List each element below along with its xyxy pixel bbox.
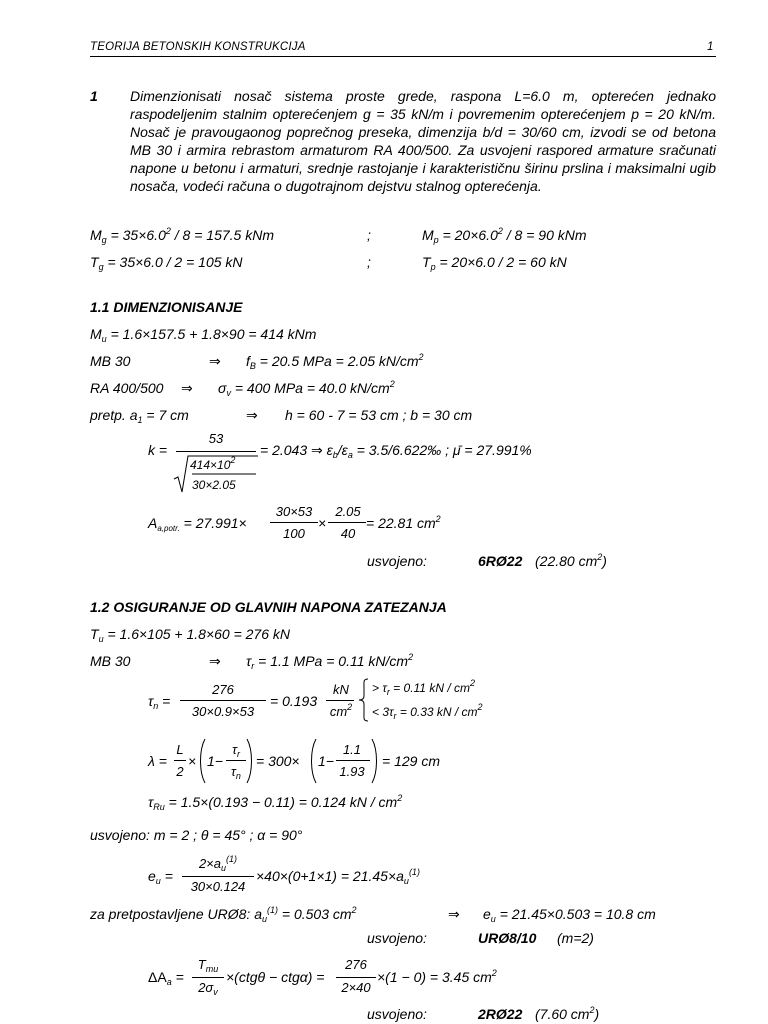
usvojeno-label: usvojeno:	[367, 553, 427, 569]
usvojeno-extra: (m=2)	[557, 930, 594, 946]
mb-label: MB 30	[90, 653, 131, 669]
aa-f2-denominator: 40	[340, 526, 356, 541]
right-paren	[245, 738, 255, 784]
aa-f2-numerator: 2.05	[335, 504, 361, 519]
separator: ;	[367, 254, 371, 270]
eu-lhs: $e_u$ =	[148, 868, 173, 886]
lambda-result: = 129 cm	[382, 753, 440, 769]
delta-aa-f1-num: $T_{mu}$	[197, 957, 219, 974]
ra-label: RA 400/500	[90, 380, 164, 396]
usvojeno-extra: (7.60 $cm^2$)	[535, 1005, 600, 1022]
right-paren	[370, 738, 380, 784]
mb-label: MB 30	[90, 353, 131, 369]
lambda-eq2: = 300×	[256, 753, 300, 769]
fraction-bar	[180, 700, 266, 701]
eu-denominator: 30×0.124	[190, 879, 246, 894]
curly-brace	[358, 678, 370, 722]
tau-n-case1: > $\tau_r = 0.11$ kN / $cm^2$	[372, 678, 475, 697]
tau-n-numerator: 276	[212, 682, 234, 697]
k-root-denominator: 30×2.05	[192, 478, 236, 492]
k-numerator: 53	[208, 431, 224, 446]
fraction-bar	[176, 451, 256, 452]
tp-equation: $T_p = 20\times 6.0 / 2 = 60$ kN	[422, 254, 567, 272]
fraction-bar	[192, 977, 224, 978]
tau-r-equation: $\tau_r = 1.1$ MPa = 0.11 $kN/cm^2$	[246, 652, 414, 671]
implies-arrow: ⇒	[181, 380, 193, 396]
pretp-a1: pretp. $a_1 = 7$ cm	[90, 407, 189, 425]
lambda-one-minus-2: 1−	[318, 753, 334, 769]
fraction-bar	[336, 977, 376, 978]
header-title: TEORIJA BETONSKIH KONSTRUKCIJA	[90, 41, 306, 53]
lambda-f-num: L	[176, 742, 184, 757]
fraction-bar	[326, 700, 354, 701]
lambda-tau-n: $\tau_n$	[231, 764, 241, 781]
mp-equation: $M_p = 20\times 6.0^2 / 8 = 90$ kNm	[422, 226, 587, 245]
za-pretpostavljene: za pretpostavljene URØ8: $a_u^{(1)} = 0.503$ $cm^2$	[90, 905, 357, 924]
k-result: = 2.043 ⇒ $\varepsilon_b/\varepsilon_a$ = 3.5/6.622‰ ; μ̄ = 27.991%	[260, 442, 532, 460]
delta-aa-f2-den: 2×40	[341, 980, 371, 995]
usvojeno-label: usvojeno:	[367, 1006, 427, 1022]
problem-text: Dimenzionisati nosač sistema proste grede, raspona L=6.0 m, opterećen jednako raspodeljenim stalnim opterećenjem g = 35 kN/m i povremenim opterećenjem p = 20 kN/m. Nosač je pravougaonog poprečnog preseka, dimenzija b/d = 30/60 cm, izvodi se od betona MB 30 i armira rebrastom armaturom RA 400/500. Za usvojeni raspored armature sračunati napone u betonu i armaturi, srednje rastojanje i karakterističnu širinu prslina i maksimalni ugib nosača, vodeći računa o dugotrajnom dejstvu stalnog opterećenja.	[130, 88, 716, 194]
page-number: 1	[707, 41, 714, 53]
usvojeno-value: URØ8/10	[478, 930, 537, 946]
aa-f1-denominator: 100	[283, 526, 305, 541]
h-equation: h = 60 - 7 = 53 cm ; b = 30 cm	[285, 407, 473, 423]
delta-aa-mid: ×(ctgθ − ctgα) =	[226, 969, 325, 985]
lambda-one-minus: 1−	[207, 753, 223, 769]
left-paren	[308, 738, 318, 784]
tg-equation: $T_g = 35\times 6.0 / 2 = 105$ kN	[90, 254, 243, 272]
aa-f1-numerator: 30×53	[275, 504, 313, 519]
times-sign: ×	[188, 753, 197, 769]
fb-equation: $f_B = 20.5$ MPa = 2.05 $kN/cm^2$	[246, 352, 424, 371]
section-heading-dimenzionisanje: 1.1 DIMENZIONISANJE	[90, 299, 243, 315]
problem-number: 1	[90, 88, 98, 104]
lambda-lhs: λ =	[148, 753, 167, 769]
tu-equation: $T_u = 1.6\times 105 + 1.8\times 60 = 276$ kN	[90, 626, 291, 644]
implies-arrow: ⇒	[209, 653, 221, 669]
k-lhs: k =	[148, 442, 168, 458]
implies-arrow: ⇒	[246, 407, 258, 423]
tau-n-value: = 0.193	[270, 693, 318, 709]
sigma-v-equation: $\sigma_v = 400$ MPa = 40.0 $kN/cm^2$	[218, 379, 395, 398]
tau-n-unit-num: kN	[333, 682, 349, 697]
aa-result: = 22.81 $cm^2$	[366, 514, 441, 531]
delta-aa-f1-den: $2\sigma_v$	[198, 980, 218, 997]
fraction-bar	[174, 760, 186, 761]
aa-potr-lhs: $A_{a,potr.} = 27.991\times$	[148, 515, 247, 533]
tau-ru-equation: $\tau_{Ru} = 1.5\times(0.193 - 0.11) = 0.124$ kN / $cm^2$	[148, 793, 403, 812]
fraction-bar	[336, 760, 370, 761]
delta-aa-f2-num: 276	[345, 957, 367, 972]
delta-aa-result: ×(1 − 0) = 3.45 $cm^2$	[377, 968, 497, 985]
left-paren	[197, 738, 207, 784]
tau-n-unit-den: $cm^2$	[329, 702, 353, 719]
eu-value: $e_u = 21.45\times 0.503 = 10.8$ cm	[483, 906, 656, 924]
times-sign: ×	[318, 515, 327, 531]
fraction-bar	[270, 522, 318, 523]
lambda-f-den: 2	[176, 764, 184, 779]
separator: ;	[367, 227, 371, 243]
implies-arrow: ⇒	[209, 353, 221, 369]
tau-n-lhs: $\tau_n$ =	[148, 693, 171, 711]
usvojeno-label: usvojeno:	[367, 930, 427, 946]
mu-equation: $M_u = 1.6\times 157.5 + 1.8\times 90 = 414$ kNm	[90, 326, 317, 344]
tau-n-case2: < $3\tau_r = 0.33$ kN / $cm^2$	[372, 702, 483, 721]
tau-n-denominator: 30×0.9×53	[191, 704, 255, 719]
section-heading-osiguranje: 1.2 OSIGURANJE OD GLAVNIH NAPONA ZATEZANJA	[90, 599, 447, 615]
fraction-bar	[328, 522, 366, 523]
implies-arrow: ⇒	[448, 906, 460, 922]
fraction-bar	[226, 760, 246, 761]
usvojeno-value: 2RØ22	[478, 1006, 523, 1022]
usvojeno-m: usvojeno: m = 2 ; θ = 45° ; α = 90°	[90, 827, 303, 843]
delta-aa-lhs: $\Delta A_a$ =	[148, 969, 184, 987]
header-rule	[90, 56, 716, 57]
fraction-bar	[182, 876, 254, 877]
eu-rhs: $\times 40\times(0+1\times 1) = 21.45\times a_u^{(1)}$	[256, 867, 420, 886]
eu-numerator: $2\times a_u^{(1)}$	[198, 854, 238, 873]
usvojeno-extra: (22.80 $cm^2$)	[535, 552, 607, 569]
lambda-f2-num: 1.1	[342, 742, 362, 757]
lambda-f2-den: 1.93	[339, 764, 365, 779]
lambda-tau-r: $\tau_r$	[232, 742, 240, 759]
k-root-numerator: $414\times 10^2$	[190, 455, 236, 472]
mg-equation: $M_g = 35\times 6.0^2 / 8 = 157.5$ kNm	[90, 226, 274, 245]
usvojeno-value: 6RØ22	[478, 553, 523, 569]
